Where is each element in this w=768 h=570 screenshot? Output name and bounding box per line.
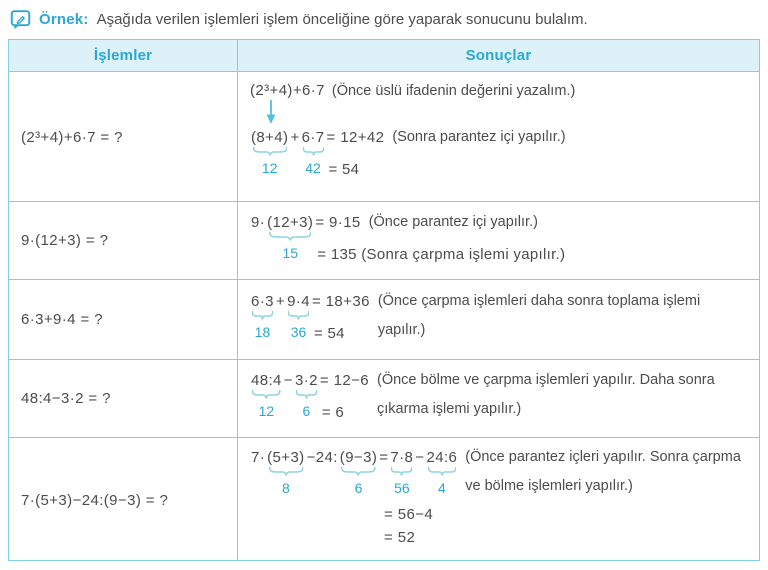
math-term-braced: (5+3) 8 <box>267 449 305 496</box>
math-term: = 18+36 = 54 <box>311 292 370 342</box>
partial-result-value: 4 <box>437 480 446 496</box>
math-term-braced: 6·3 18 <box>251 292 274 340</box>
math-term-braced: 7·8 56 <box>390 449 414 496</box>
math-term-braced: 24:6 4 <box>426 449 458 496</box>
annotated-expression <box>250 292 371 348</box>
step-note: (Sonra parantez içi yapılır.) <box>392 129 566 145</box>
table-row <box>9 72 760 202</box>
math-term: 7· <box>251 449 266 466</box>
problem-cell <box>9 72 238 202</box>
calculation-result: = 52 <box>384 529 416 546</box>
partial-result-value: 18 <box>254 323 271 340</box>
solution-intro-line <box>250 82 747 99</box>
solution-expression-line <box>250 128 747 184</box>
annotated-expression <box>250 128 385 184</box>
math-term-braced: (8+4) 12 <box>251 129 289 176</box>
example-speech-bubble-pencil-icon <box>10 9 31 30</box>
underbrace-icon <box>390 467 413 498</box>
math-term-braced: 3·2 6 <box>294 371 318 419</box>
step-note: (Önce bölme ve çarpma işlemleri yapılır. Daha sonra çıkarma işlemi yapılır.) <box>376 371 715 417</box>
problem-cell <box>9 438 238 561</box>
partial-result-value: 8 <box>281 480 290 496</box>
solution-expression-line <box>250 448 747 504</box>
step-note: (Önce üslü ifadenin değerini yazalım.) <box>331 83 576 99</box>
solution-expression-line <box>250 213 747 269</box>
math-term: + <box>290 129 300 146</box>
problem-expression: 9·(12+3) = ? <box>21 232 109 249</box>
problem-expression: (2³+4)+6·7 = ? <box>21 129 123 146</box>
math-term: = 12+42 = 54 <box>326 129 385 178</box>
math-term: + <box>275 292 286 310</box>
result-line: = 54 <box>313 324 345 342</box>
partial-result-value: 42 <box>305 160 321 176</box>
table-row <box>9 438 760 561</box>
underbrace-icon <box>267 467 304 498</box>
underbrace-icon <box>302 147 325 178</box>
solution-cell <box>238 202 760 280</box>
math-term-braced: (12+3) 15 <box>267 213 314 261</box>
calculation-step: = 56−4 <box>384 506 434 523</box>
step-note: (Önce çarpma işlemleri daha sonra toplama işlemi yapılır.) <box>377 292 701 338</box>
partial-result-value: 56 <box>394 480 410 496</box>
underbrace-icon <box>267 232 313 263</box>
operations-table <box>8 39 760 561</box>
result-line: = 54 <box>328 161 360 178</box>
math-term-braced: (9−3) 6 <box>339 449 378 496</box>
problem-cell <box>9 202 238 280</box>
problem-expression: 48:4−3·2 = ? <box>21 390 111 407</box>
partial-result-value: 36 <box>290 323 307 340</box>
solution-cell <box>238 360 760 438</box>
math-term: − <box>415 449 425 466</box>
underbrace-icon <box>251 311 274 342</box>
problem-expression: 6·3+9·4 = ? <box>21 311 103 328</box>
underbrace-icon <box>295 390 318 421</box>
column-header-islemler: İşlemler <box>9 40 238 72</box>
problem-cell <box>9 360 238 438</box>
table-row <box>9 280 760 360</box>
partial-result-value: 12 <box>261 160 278 176</box>
partial-result-value: 12 <box>258 402 275 419</box>
math-term-braced: 48:4 12 <box>251 371 282 419</box>
annotated-expression <box>250 371 370 427</box>
solution-cell <box>238 280 760 360</box>
underbrace-icon <box>251 390 282 421</box>
math-term: = <box>379 449 389 466</box>
math-term: = 12−6 = 6 <box>319 371 369 421</box>
partial-result-value: 15 <box>282 244 299 261</box>
intro-expression: (2³+4)+6·7 <box>250 82 325 99</box>
solution-cell <box>238 72 760 202</box>
underbrace-icon <box>340 467 377 498</box>
underbrace-icon <box>287 311 310 342</box>
result-line: = 6 <box>321 403 345 421</box>
step-note: (Önce parantez içi yapılır.) <box>368 213 538 230</box>
example-instruction-text: Aşağıda verilen işlemleri işlem önceliğine göre yaparak sonucunu bulalım. <box>96 11 588 28</box>
math-term: = 9·15 = 135 (Sonra çarpma işlemi yapılır.) <box>315 213 566 263</box>
underbrace-icon <box>426 467 457 498</box>
down-arrow-icon <box>265 100 747 125</box>
math-term: − <box>283 371 293 389</box>
math-term: −24: <box>306 449 338 466</box>
math-term-braced: 9·4 36 <box>287 292 310 340</box>
partial-result-value: 6 <box>354 480 363 496</box>
solution-cell <box>238 438 760 561</box>
underbrace-icon <box>251 147 288 178</box>
math-term-braced: 6·7 42 <box>301 129 325 176</box>
table-row <box>9 202 760 280</box>
column-header-sonuclar: Sonuçlar <box>238 40 760 72</box>
math-term: 9· <box>251 213 266 231</box>
step-note: (Önce parantez içleri yapılır. Sonra çarpma ve bölme işlemleri yapılır.) <box>465 449 741 494</box>
partial-result-value: 6 <box>302 402 311 419</box>
example-header <box>8 7 760 39</box>
problem-expression: 7·(5+3)−24:(9−3) = ? <box>21 491 169 509</box>
annotated-expression <box>250 448 458 504</box>
result-line: = 135 (Sonra çarpma işlemi yapılır.) <box>317 245 566 263</box>
solution-expression-line <box>250 292 747 348</box>
table-header-row <box>9 40 760 72</box>
solution-expression-line <box>250 371 747 427</box>
problem-cell <box>9 280 238 360</box>
table-row <box>9 360 760 438</box>
example-label: Örnek: <box>39 11 89 28</box>
